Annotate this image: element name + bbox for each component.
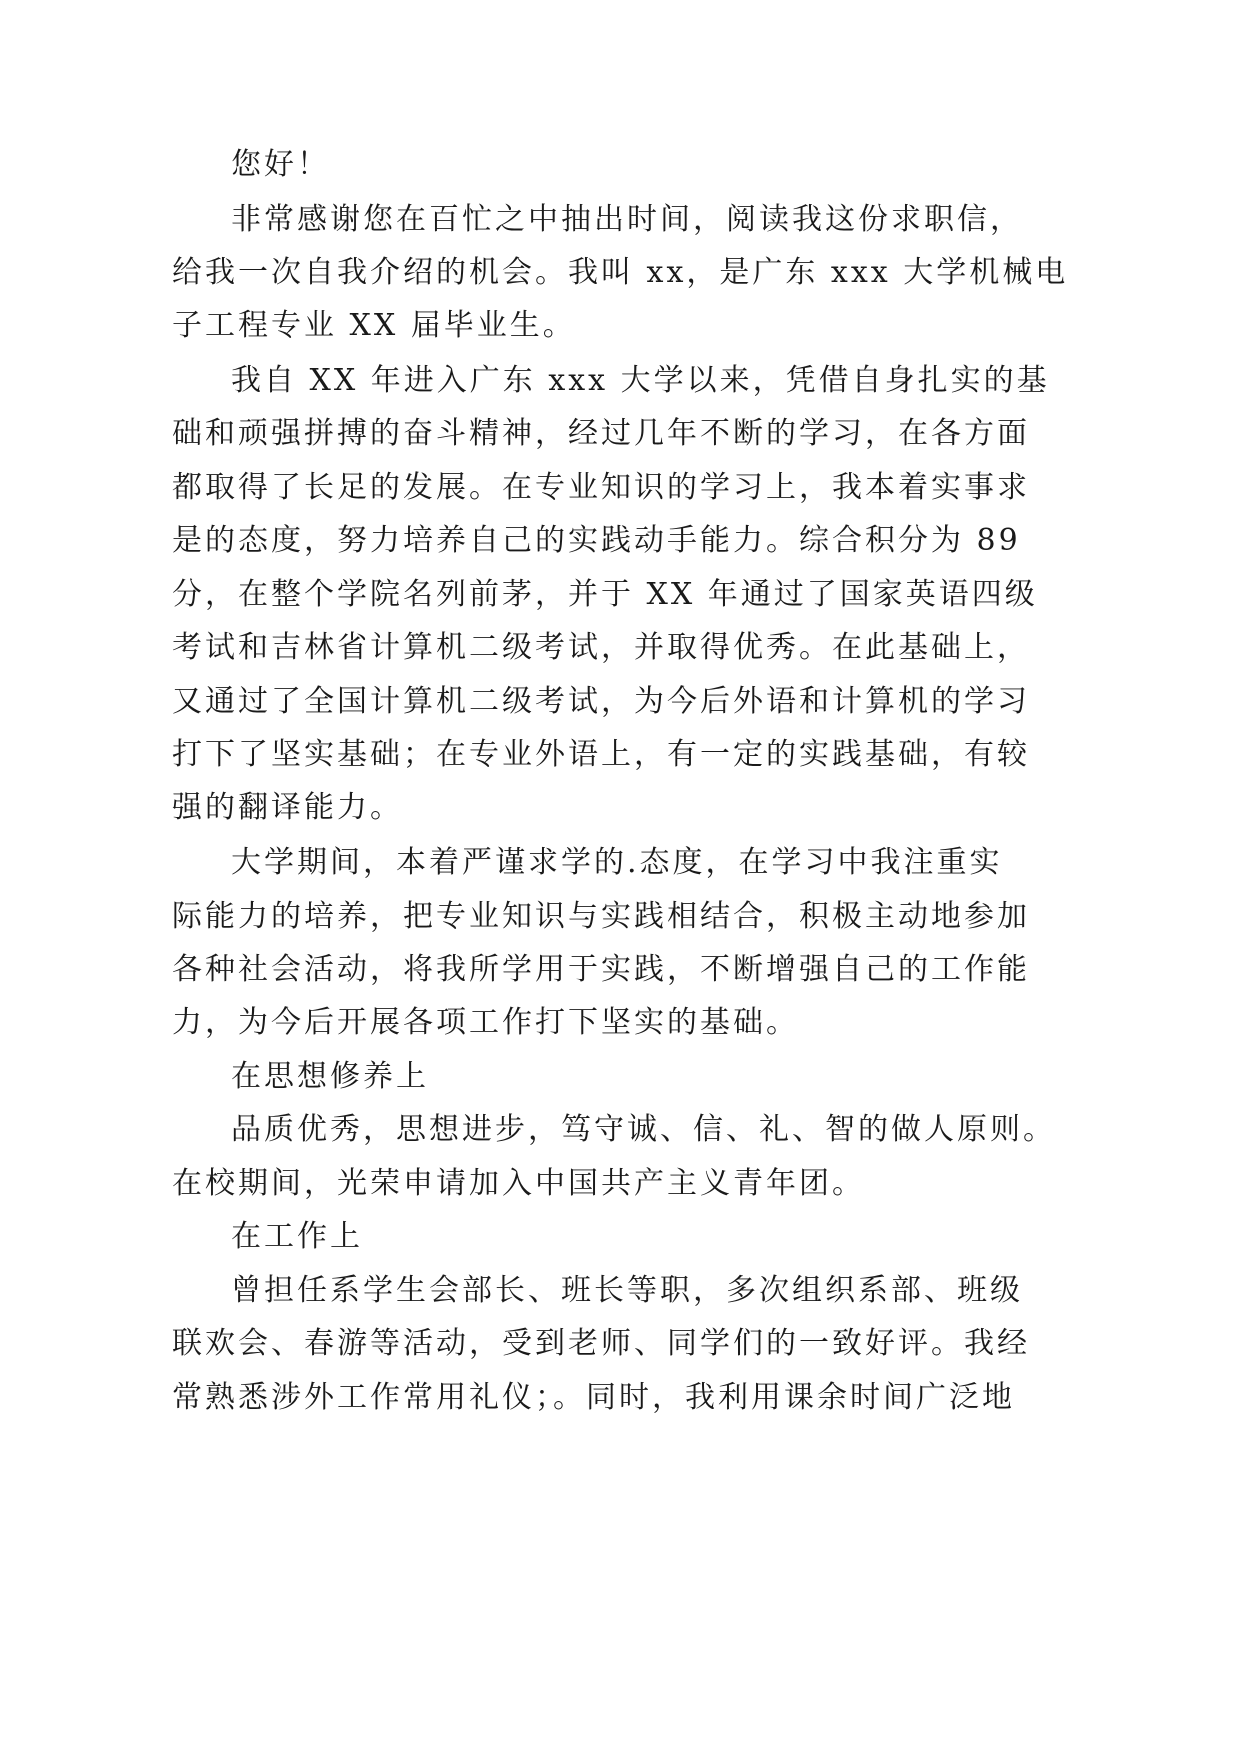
paragraph-line: 又通过了全国计算机二级考试，为今后外语和计算机的学习	[172, 684, 1030, 719]
paragraph-line: 曾担任系学生会部长、班长等职，多次组织系部、班级	[231, 1273, 1023, 1308]
paragraph-line: 在校期间，光荣申请加入中国共产主义青年团。	[172, 1166, 865, 1201]
paragraph-line: 分，在整个学院名列前茅，并于 XX 年通过了国家英语四级	[172, 577, 1038, 612]
paragraph-line: 际能力的培养，把专业知识与实践相结合，积极主动地参加	[172, 899, 1030, 934]
paragraph-line: 非常感谢您在百忙之中抽出时间，阅读我这份求职信，	[231, 202, 1023, 237]
paragraph-line: 给我一次自我介绍的机会。我叫 xx，是广东 xxx 大学机械电	[172, 255, 1069, 290]
paragraph-line: 大学期间，本着严谨求学的.态度，在学习中我注重实	[231, 845, 1003, 880]
paragraph-line: 考试和吉林省计算机二级考试，并取得优秀。在此基础上，	[172, 630, 1030, 665]
paragraph-line: 子工程专业 XX 届毕业生。	[172, 308, 576, 343]
paragraph-line: 力，为今后开展各项工作打下坚实的基础。	[172, 1005, 799, 1040]
paragraph-line: 我自 XX 年进入广东 xxx 大学以来，凭借自身扎实的基	[231, 363, 1050, 398]
paragraph-line: 强的翻译能力。	[172, 790, 403, 825]
greeting-line: 您好！	[231, 147, 330, 182]
paragraph-line: 各种社会活动，将我所学用于实践，不断增强自己的工作能	[172, 952, 1030, 987]
paragraph-line: 都取得了长足的发展。在专业知识的学习上，我本着实事求	[172, 470, 1030, 505]
paragraph-line: 常熟悉涉外工作常用礼仪；。同时，我利用课余时间广泛地	[172, 1380, 1015, 1415]
paragraph-line: 础和顽强拼搏的奋斗精神，经过几年不断的学习，在各方面	[172, 416, 1030, 451]
section-heading: 在思想修养上	[231, 1059, 429, 1094]
paragraph-line: 品质优秀，思想进步，笃守诚、信、礼、智的做人原则。	[231, 1112, 1056, 1147]
paragraph-line: 打下了坚实基础；在专业外语上，有一定的实践基础，有较	[172, 737, 1030, 772]
paragraph-line: 是的态度，努力培养自己的实践动手能力。综合积分为 89	[172, 523, 1021, 558]
paragraph-line: 联欢会、春游等活动，受到老师、同学们的一致好评。我经	[172, 1326, 1030, 1361]
section-heading: 在工作上	[231, 1219, 363, 1254]
